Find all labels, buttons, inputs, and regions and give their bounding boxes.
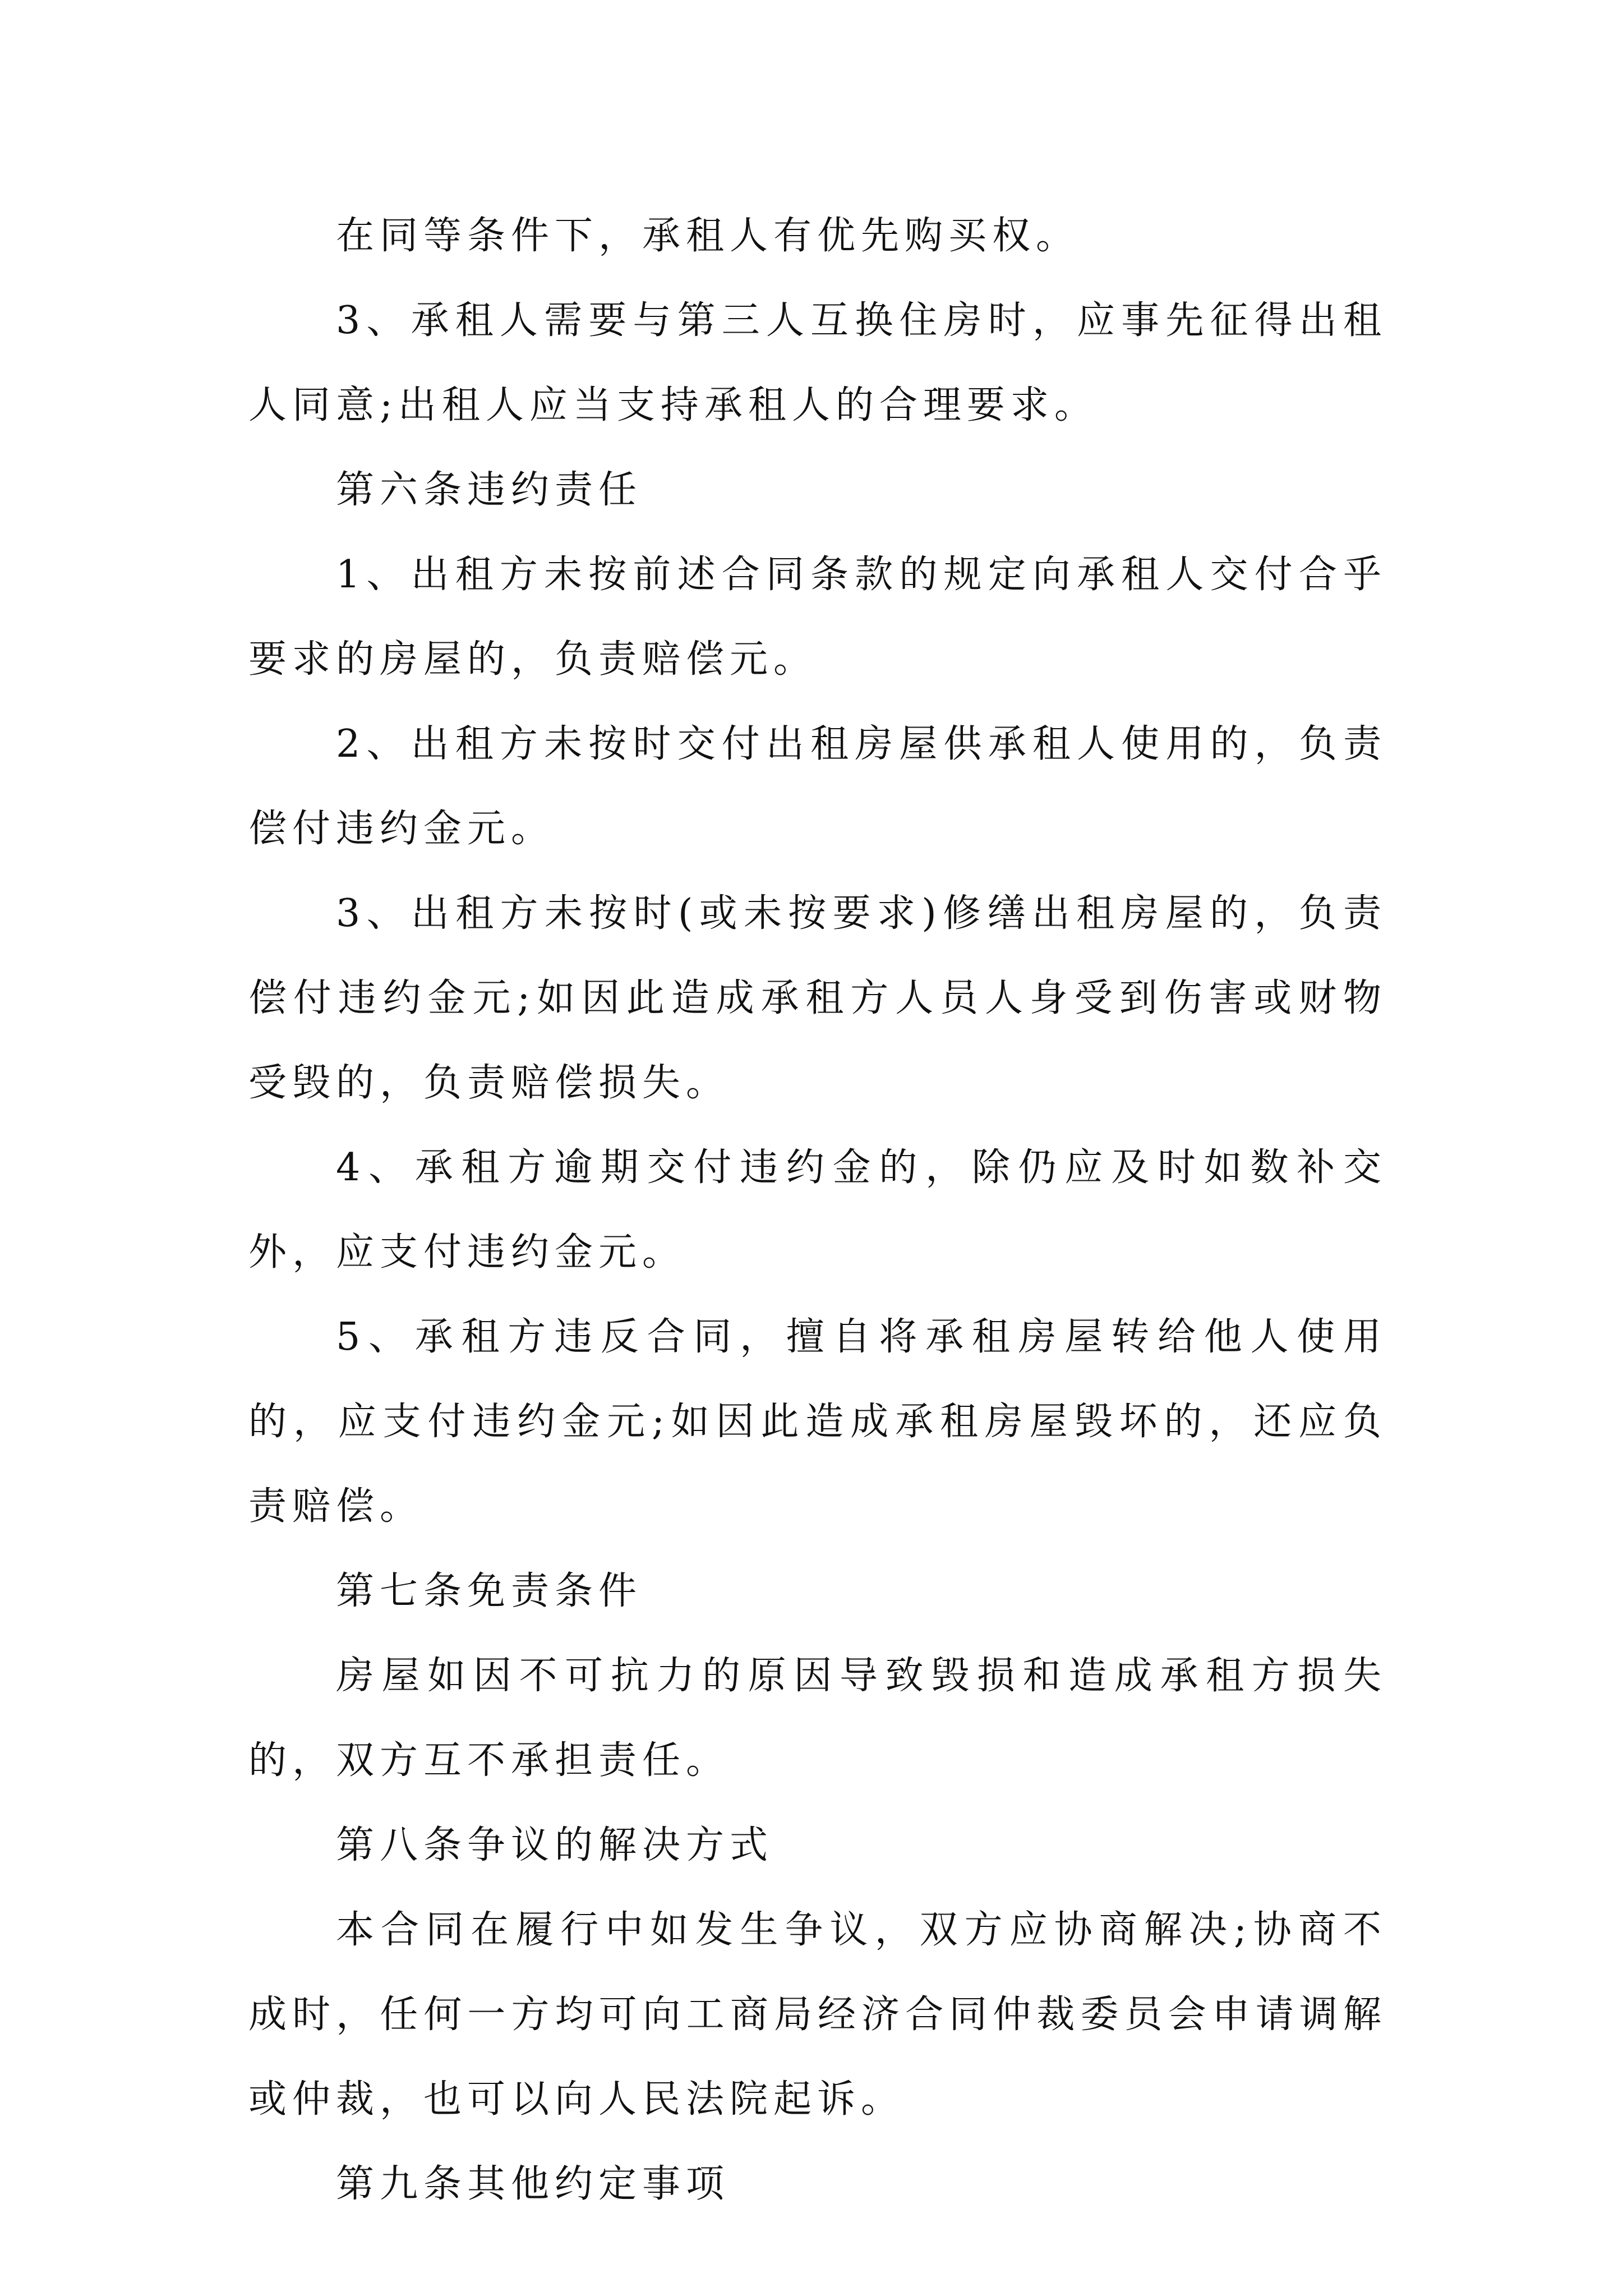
- paragraph-dispute-resolution: 本合同在履行中如发生争议，双方应协商解决;协商不成时，任何一方均可向工商局经济合同仲裁委员会申请调解或仲裁，也可以向人民法院起诉。: [248, 1908, 1387, 2122]
- paragraph-force-majeure: 房屋如因不可抗力的原因导致毁损和造成承租方损失的，双方互不承担责任。: [248, 1654, 1387, 1783]
- article-8-heading: 第八条争议的解决方式: [336, 1823, 774, 1867]
- paragraph-breach-3: 3、出租方未按时(或未按要求)修缮出租房屋的，负责偿付违约金元;如因此造成承租方人员人身受到伤害或财物受毁的，负责赔偿损失。: [248, 891, 1387, 1105]
- paragraph-housing-exchange: 3、承租人需要与第三人互换住房时，应事先征得出租人同意;出租人应当支持承租人的合理要求。: [248, 298, 1387, 427]
- paragraph-breach-5: 5、承租方违反合同，擅自将承租房屋转给他人使用的，应支付违约金元;如因此造成承租房屋毁坏的，还应负责赔偿。: [248, 1315, 1387, 1529]
- article-7-heading: 第七条免责条件: [336, 1569, 643, 1613]
- article-6-heading: 第六条违约责任: [336, 468, 643, 512]
- paragraph-purchase-right: 在同等条件下，承租人有优先购买权。: [336, 214, 1080, 258]
- paragraph-breach-4: 4、承租方逾期交付违约金的，除仍应及时如数补交外，应支付违约金元。: [248, 1145, 1387, 1274]
- paragraph-breach-1: 1、出租方未按前述合同条款的规定向承租人交付合乎要求的房屋的，负责赔偿元。: [248, 553, 1387, 682]
- paragraph-breach-2: 2、出租方未按时交付出租房屋供承租人使用的，负责偿付违约金元。: [248, 722, 1387, 851]
- document-body: [248, 194, 1387, 2226]
- article-9-heading: 第九条其他约定事项: [336, 2162, 730, 2206]
